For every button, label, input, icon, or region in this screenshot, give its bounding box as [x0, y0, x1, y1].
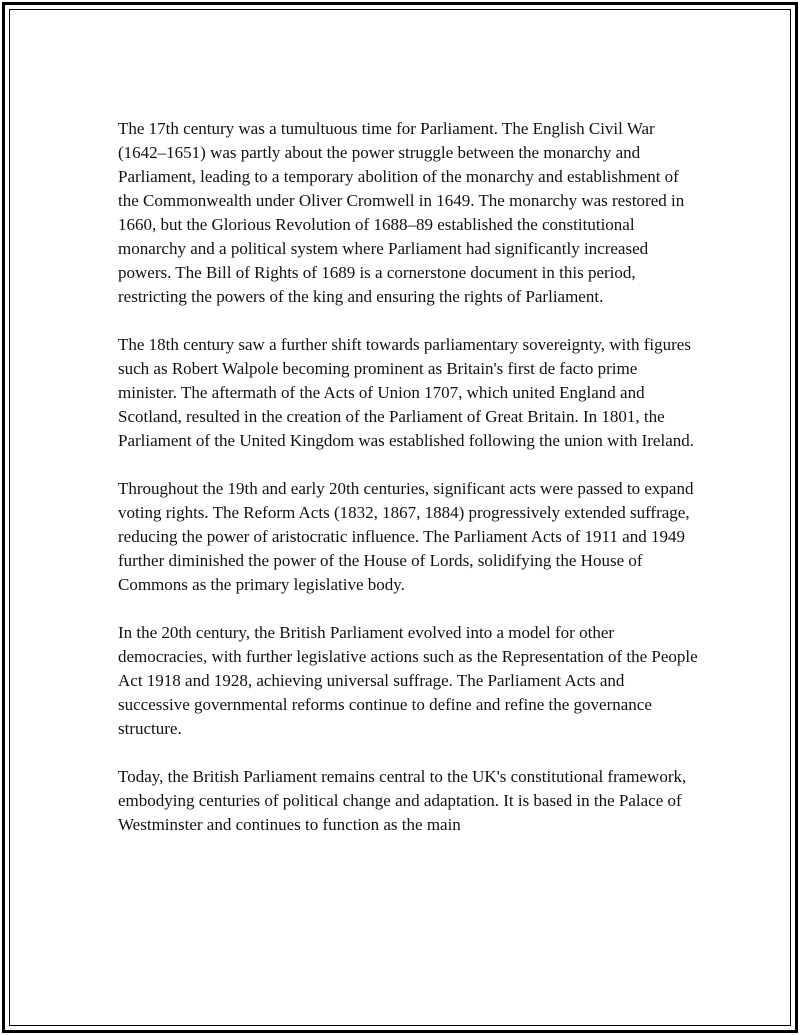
paragraph-18th-century: The 18th century saw a further shift towards parliamentary sovereignty, with figures such as Robert Walpole becoming prominent as Britain's first de facto prime minister. The aftermath of the Acts of Union 1707, which united England and Scotland, resulted in the creation of the Parliament of Great Britain. In 1801, the Parliament of the United Kingdom was established following the union with Ireland. — [118, 335, 694, 450]
paragraph-20th-century: In the 20th century, the British Parliament evolved into a model for other democracies, with further legislative actions such as the Representation of the People Act 1918 and 1928, achieving universal suffrage. The Parliament Acts and successive governmental reforms continue to define and refine the governance structure. — [118, 623, 698, 738]
paragraph-19th-20th-centuries: Throughout the 19th and early 20th centuries, significant acts were passed to expand voting rights. The Reform Acts (1832, 1867, 1884) progressively extended suffrage, reducing the power of aristocratic influence. The Parliament Acts of 1911 and 1949 further diminished the power of the House of Lords, solidifying the House of Commons as the primary legislative body. — [118, 479, 694, 594]
paragraph-17th-century: The 17th century was a tumultuous time for Parliament. The English Civil War (1642–1651) was partly about the power struggle between the monarchy and Parliament, leading to a temporary abolition of the monarchy and establishment of the Commonwealth under Oliver Cromwell in 1649. The monarchy was restored in 1660, but the Glorious Revolution of 1688–89 established the constitutional monarchy and a political system where Parliament had significantly increased powers. The Bill of Rights of 1689 is a cornerstone document in this period, restricting the powers of the king and ensuring the rights of Parliament. — [118, 119, 685, 306]
document-body — [118, 117, 698, 837]
paragraph-today: Today, the British Parliament remains central to the UK's constitutional framework, embodying centuries of political change and adaptation. It is based in the Palace of Westminster and continues to function as the main — [118, 767, 687, 834]
